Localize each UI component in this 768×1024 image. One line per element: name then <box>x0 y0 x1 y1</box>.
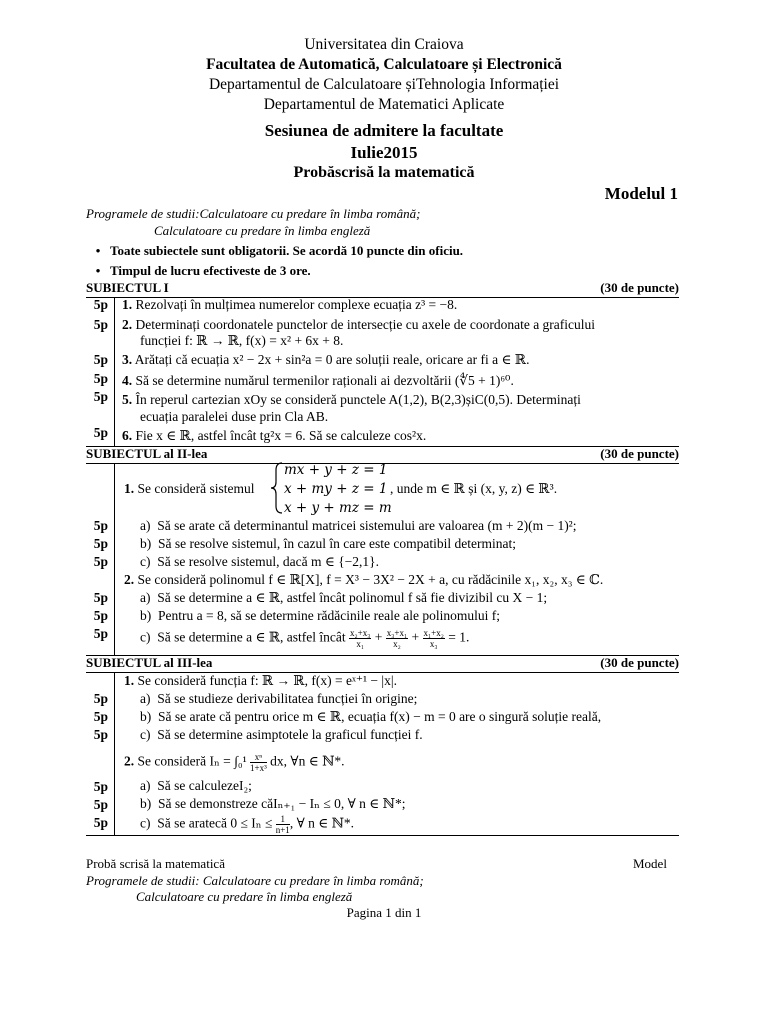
footer-model: Model <box>633 856 667 871</box>
question-3-2-c: c) Să se aratecă 0 ≤ Iₙ ≤ $\frac{1}{n+1}$ , ∀ n ∈ ℕ*. <box>140 814 355 835</box>
score: 5p <box>93 371 108 386</box>
score: 5p <box>93 518 108 533</box>
question-3-1-intro: 1. Se consideră funcția f: ℝ → ℝ, f(x) = eˣ⁺¹ − |x|. <box>124 673 397 688</box>
question-2-2-b: b) Pentru a = 8, să se determine rădăcinile reale ale polinomului f; <box>140 608 500 623</box>
programs-line-1: Programele de studii:Calculatoare cu predare în limba română; <box>86 206 421 221</box>
question-2-2-a: a) Să se determine a ∈ ℝ, astfel încât polinomul f să fie divizibil cu X − 1; <box>140 590 548 605</box>
question-1-5-cont: ecuația paralelei duse prin Cla AB. <box>140 409 329 424</box>
question-2-1-intro: 1. Se consideră sistemul <box>124 481 255 496</box>
score: 5p <box>93 626 108 641</box>
fraction: $\frac{1}{n+1}$ <box>275 814 290 835</box>
score: 5p <box>93 709 108 724</box>
system-brace-icon <box>270 462 284 514</box>
question-2-1-c: c) Să se resolve sistemul, dacă m ∈ {−2,1}. <box>140 554 380 569</box>
system-conditions: , unde m ∈ ℝ și (x, y, z) ∈ ℝ³. <box>390 481 558 496</box>
question-1-2: 2. Determinați coordonatele punctelor de intersecție cu axele de coordonate a graficului <box>122 317 596 332</box>
question-2-1-a: a) Să se arate că determinantul matricei sistemului are valoarea (m + 2)(m − 1)²; <box>140 518 577 533</box>
question-1-3: 3. Arătați că ecuația x² − 2x + sin²a = 0 are soluții reale, oricare ar fi a ∈ ℝ. <box>122 352 530 367</box>
question-1-6: 6. Fie x ∈ ℝ, astfel încât tg²x = 6. Să se calculeze cos²x. <box>122 428 427 443</box>
question-1-5: 5. În reperul cartezian xOy se consideră punctele A(1,2), B(2,3)șiC(0,5). Determinați <box>122 392 581 407</box>
score: 5p <box>93 297 108 312</box>
instruction-bullet: • Toate subiectele sunt obligatorii. Se acordă 10 puncte din oficiu. <box>86 243 463 259</box>
question-2-1-b: b) Să se resolve sistemul, în cazul în care este compatibil determinat; <box>140 536 517 551</box>
score-column-divider <box>114 297 115 446</box>
faculty-name: Facultatea de Automatică, Calculatoare și Electronică <box>206 56 562 73</box>
score: 5p <box>93 608 108 623</box>
section-points: (30 de puncte) <box>600 446 679 461</box>
programs-line-2: Calculatoare cu predare în limba engleză <box>154 223 371 238</box>
question-1-2-cont: funcției f: ℝ → ℝ, f(x) = x² + 6x + 8. <box>140 333 344 348</box>
section-points: (30 de puncte) <box>600 280 679 295</box>
score: 5p <box>93 425 108 440</box>
university-name: Universitatea din Craiova <box>304 36 464 53</box>
fraction: $\frac{\text{x₂+x₃}}{\text{x₁}}$ <box>350 628 371 649</box>
fraction: $\frac{\text{x₁+x₂}}{\text{x₃}}$ <box>423 628 444 649</box>
question-1-4: 4. Să se determine numărul termenilor raționali ai dezvoltării (∜5 + 1)⁶⁰. <box>122 373 514 388</box>
bullet-icon: • <box>95 263 101 278</box>
section-title: SUBIECTUL al II-lea <box>86 446 208 461</box>
score: 5p <box>93 727 108 742</box>
system-equation: x + y + mz = m <box>284 500 392 516</box>
question-3-1-a: a) Să se studieze derivabilitatea funcției în origine; <box>140 691 418 706</box>
exam-title: Probăscrisă la matematică <box>293 164 475 181</box>
question-3-2-intro: 2. Se consideră Iₙ = ∫₀¹ $\frac{\text{xⁿ}}{\text{1+x³}}$ dx, ∀n ∈ ℕ*. <box>124 752 345 773</box>
system-equation: x + my + z = 1 <box>284 481 388 497</box>
footer-programs-1: Programele de studii: Calculatoare cu predare în limba română; <box>86 873 424 888</box>
question-3-2-b: b) Să se demonstreze căIₙ₊₁ − Iₙ ≤ 0, ∀ n ∈ ℕ*; <box>140 796 406 811</box>
model-label: Modelul 1 <box>604 184 678 203</box>
score: 5p <box>93 779 108 794</box>
footer-programs-2: Calculatoare cu predare în limba engleză <box>136 889 353 904</box>
question-3-1-c: c) Să se determine asimptotele la graficul funcției f. <box>140 727 423 742</box>
score: 5p <box>93 554 108 569</box>
department-math: Departamentul de Matematici Aplicate <box>263 96 505 113</box>
score: 5p <box>93 691 108 706</box>
score: 5p <box>93 815 108 830</box>
section-3-header <box>86 655 679 673</box>
system-equation: mx + y + z = 1 <box>284 462 388 478</box>
score: 5p <box>93 317 108 332</box>
score-column-divider <box>114 672 115 835</box>
score: 5p <box>93 590 108 605</box>
footer-exam: Probă scrisă la matematică <box>86 856 225 871</box>
fraction: $\frac{\text{xⁿ}}{\text{1+x³}}$ <box>250 752 267 773</box>
score-column-divider <box>114 463 115 655</box>
bullet-icon: • <box>95 243 101 258</box>
question-3-1-b: b) Să se arate că pentru orice m ∈ ℝ, ecuația f(x) − m = 0 are o singură soluție reală, <box>140 709 602 724</box>
fraction: $\frac{\text{x₃+x₁}}{\text{x₂}}$ <box>386 628 408 649</box>
score: 5p <box>93 797 108 812</box>
instruction-bullet: • Timpul de lucru efectiveste de 3 ore. <box>86 263 311 279</box>
page-number: Pagina 1 din 1 <box>346 905 422 920</box>
department-computers: Departamentul de Calculatoare șiTehnologia Informației <box>208 76 560 93</box>
section-title: SUBIECTUL I <box>86 280 169 295</box>
session-title: Sesiunea de admitere la facultate <box>264 121 504 140</box>
question-1-1: 1. Rezolvați în mulțimea numerelor complexe ecuația z³ = −8. <box>122 297 458 312</box>
question-3-2-a: a) Să se calculezeI₂; <box>140 778 252 793</box>
score: 5p <box>93 352 108 367</box>
section-points: (30 de puncte) <box>600 655 679 670</box>
question-2-2-intro: 2. Se consideră polinomul f ∈ ℝ[X], f = X³ − 3X² − 2X + a, cu rădăcinile x₁, x₂, x₃ ∈ ℂ. <box>124 572 604 587</box>
score: 5p <box>93 389 108 404</box>
score: 5p <box>93 536 108 551</box>
section-title: SUBIECTUL al III-lea <box>86 655 213 670</box>
session-date: Iulie2015 <box>350 143 418 162</box>
section-1-header <box>86 280 679 298</box>
question-2-2-c: c) Să se determine a ∈ ℝ, astfel încât $\frac{\text{x₂+x₃}}{\text{x₁}}$ + $\frac{\text{x₃+x₁}}{\text{x₂}}$ + $\frac{\text{x₁+x₂}}{\text{x₃}}$ = 1. <box>140 628 470 649</box>
